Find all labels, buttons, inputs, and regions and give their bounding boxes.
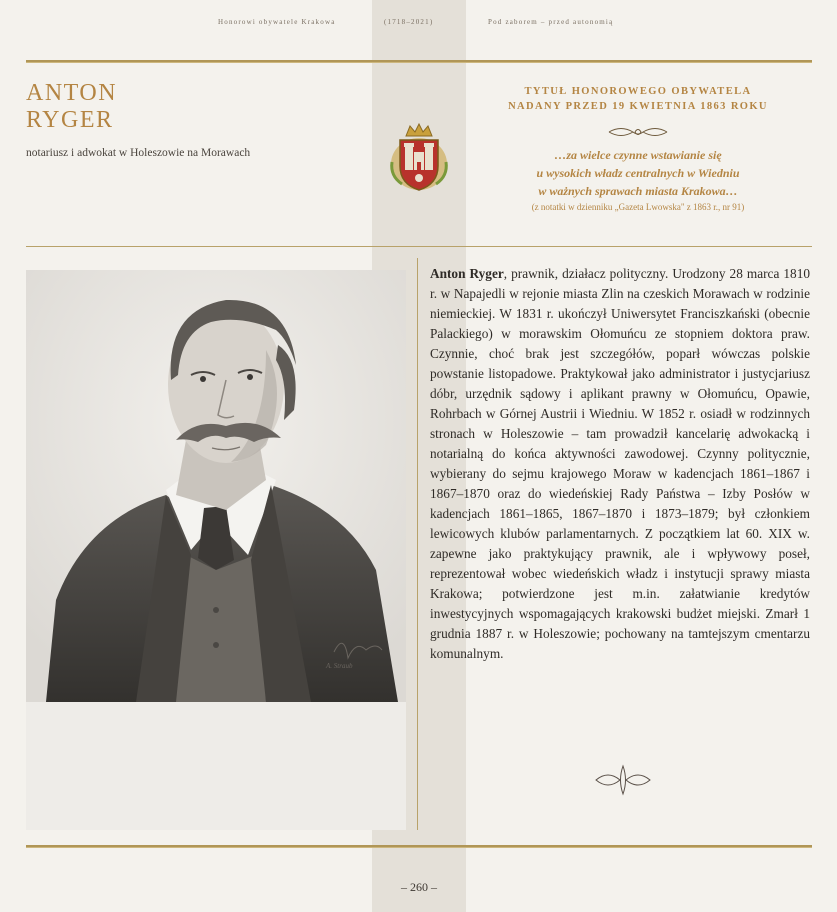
person-name: [26, 80, 117, 134]
middle-rule: [26, 246, 812, 247]
honor-block: [478, 84, 798, 212]
person-name-line1: ANTON: [26, 80, 118, 106]
vertical-rule: [417, 258, 418, 830]
quote-source: (z notatki w dzienniku „Gazeta Lwowska" z 1863 r., nr 91): [531, 202, 745, 212]
portrait-image: [26, 270, 406, 702]
running-head-middle: (1718–2021): [384, 18, 434, 26]
top-rule: [26, 60, 812, 63]
honor-title-line2: NADANY PRZED 19 KWIETNIA 1863 ROKU: [508, 101, 768, 112]
honor-quote-line3: w ważnych sprawach miasta Krakowa…: [538, 184, 738, 198]
portrait-panel: [26, 702, 406, 830]
krakow-coat-of-arms-icon: [388, 122, 450, 192]
person-subtitle: notariusz i adwokat w Holeszowie na Morawach: [26, 147, 251, 159]
honor-quote-line2: u wysokich władz centralnych w Wiedniu: [536, 166, 740, 180]
biography-text: [430, 264, 810, 664]
flourish-ornament-icon: [607, 124, 669, 140]
page-number: – 260 –: [401, 880, 437, 894]
running-head-left: Honorowi obywatele Krakowa: [218, 18, 336, 26]
running-head-right: Pod zaborem – przed autonomią: [488, 18, 614, 26]
honor-title-line1: TYTUŁ HONOROWEGO OBYWATELA: [524, 86, 752, 97]
end-ornament-icon: [592, 764, 654, 796]
portrait-illustration: [26, 270, 406, 702]
bottom-rule: [26, 845, 812, 848]
honor-quote-line1: …za wielce czynne wstawianie się: [554, 148, 722, 162]
portrait-signature: A. Straub: [326, 662, 353, 670]
biography-body: , prawnik, działacz polityczny. Urodzony 28 marca 1810 r. w Napajedli w rejonie miasta Zlin na czeskich Morawach w rodzinie niemieckiej. W 1831 r. ukończył Uniwersytet Franciszkański (obecnie Palackiego) w morawskim Ołomuńcu ze stopniem doktora praw. Czynnie, choć brak jest szczegółów, poparł wówczas polskie powstanie listopadowe. Praktykował jako administrator i justycjariusz dóbr, urzędnik sądowy i aplikant prawny w Ołomuńcu, Opawie, Rohrbach w Górnej Austrii i Wiedniu. W 1852 r. osiadł w rodzinnych stronach w Holeszowie – tam prowadził kancelarię adwokacką i notarialną do końca aktywności zawodowej. Czynny politycznie, wybierany do sejmu krajowego Moraw w kadencjach 1861–1867 i 1867–1870 oraz do wiedeńskiej Rady Państwa – Izby Posłów w kadencjach 1861–1865, 1867–1870 i 1873–1879; był członkiem lewicowych klubów parlamentarnych. Z początkiem lat 60. XIX w. zapewne jako praktykujący prawnik, ale i wpływowy poseł, reprezentował wobec wiedeńskich władz i instytucji sprawy miasta Krakowa; potwierdzone jest m.in. załatwianie kredytów inwestycyjnych wspomagających krakowski budżet miejski. Zmarł 1 grudnia 1887 r. w Holeszowie; pochowany na tamtejszym cmentarzu komunalnym.: [430, 266, 811, 661]
running-head: [0, 14, 837, 34]
biography-lead: Anton Ryger: [430, 266, 504, 281]
person-name-line2: RYGER: [26, 107, 114, 133]
